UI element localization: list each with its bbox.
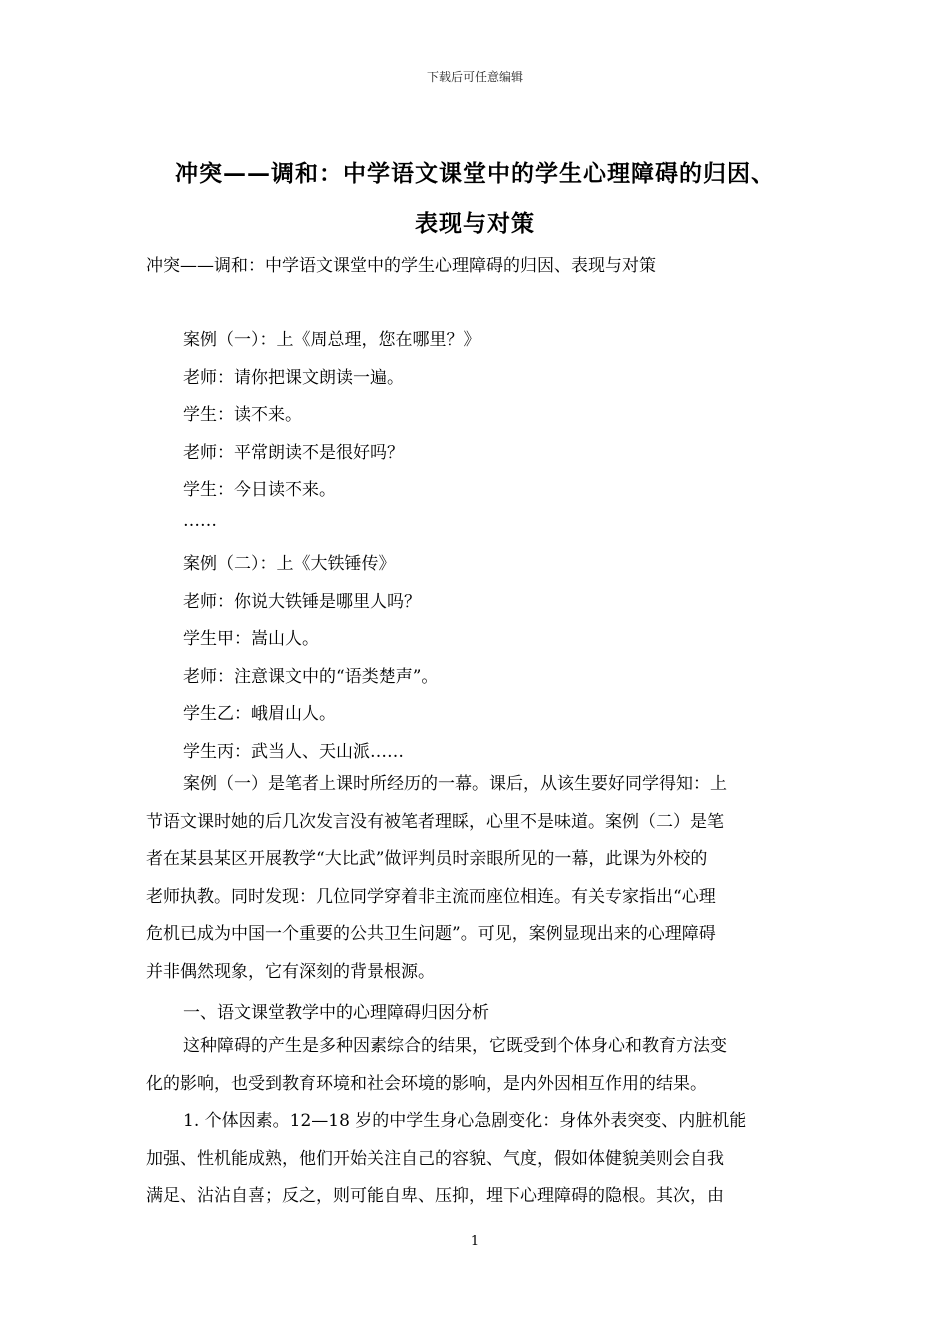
paragraph-case-analysis [146, 766, 806, 991]
paragraph-causes-intro [146, 1028, 806, 1103]
paragraph-line: 加强、性机能成熟，他们开始关注自己的容貌、气度，假如体健貌美则会自我 [146, 1148, 724, 1169]
paragraph-line: 1. 个体因素。12—18 岁的中学生身心急剧变化：身体外表突变、内脏机能 [183, 1111, 747, 1131]
dialogue-line: 案例（一）：上《周总理，您在哪里？》 [183, 330, 481, 350]
paragraph-line: 满足、沾沾自喜；反之，则可能自卑、压抑，埋下心理障碍的隐根。其次，由 [146, 1186, 724, 1206]
paragraph-line: 案例（一）是笔者上课时所经历的一幕。课后，从该生要好同学得知：上 [183, 774, 727, 794]
dialogue-line: 案例（二）：上《大铁锤传》 [183, 554, 396, 574]
paragraph-line: 危机已成为中国一个重要的公共卫生问题”。可见，案例显现出来的心理障碍 [146, 924, 716, 944]
section-heading: 一、语文课堂教学中的心理障碍归因分析 [183, 1003, 489, 1023]
dialogue-line: 学生甲：嵩山人。 [183, 629, 319, 649]
dialogue-line: 学生：读不来。 [183, 405, 302, 425]
document-subtitle: 冲突——调和：中学语文课堂中的学生心理障碍的归因、表现与对策 [146, 256, 656, 276]
dialogue-line: 老师：你说大铁锤是哪里人吗？ [183, 592, 421, 612]
paragraph-line: 并非偶然现象，它有深刻的背景根源。 [146, 961, 435, 982]
header-note: 下载后可任意编辑 [426, 70, 523, 84]
paragraph-individual-factors [146, 1103, 806, 1216]
dialogue-line: 学生：今日读不来。 [183, 480, 336, 500]
dialogue-line: 学生乙：峨眉山人。 [183, 704, 336, 724]
dialogue-line: 老师：注意课文中的“语类楚声”。 [183, 667, 439, 687]
document-title-line-1: 冲突——调和：中学语文课堂中的学生心理障碍的归因、 [175, 160, 775, 187]
paragraph-line: 节语文课时她的后几次发言没有被笔者理睬，心里不是味道。案例（二）是笔 [146, 811, 724, 832]
dialogue-line: …… [183, 511, 217, 531]
dialogue-line: 老师：请你把课文朗读一遍。 [183, 368, 404, 388]
paragraph-line: 者在某县某区开展教学“大比武”做评判员时亲眼所见的一幕，此课为外校的 [146, 849, 708, 869]
paragraph-line: 化的影响，也受到教育环境和社会环境的影响，是内外因相互作用的结果。 [146, 1073, 707, 1094]
document-title-line-2: 表现与对策 [415, 210, 535, 237]
dialogue-line: 学生丙：武当人、天山派…… [183, 742, 404, 762]
paragraph-line: 老师执教。同时发现：几位同学穿着非主流而座位相连。有关专家指出“心理 [146, 886, 716, 907]
page-number: 1 [470, 1234, 480, 1249]
paragraph-line: 这种障碍的产生是多种因素综合的结果，它既受到个体身心和教育方法变 [183, 1036, 727, 1056]
dialogue-line: 老师：平常朗读不是很好吗？ [183, 443, 404, 463]
